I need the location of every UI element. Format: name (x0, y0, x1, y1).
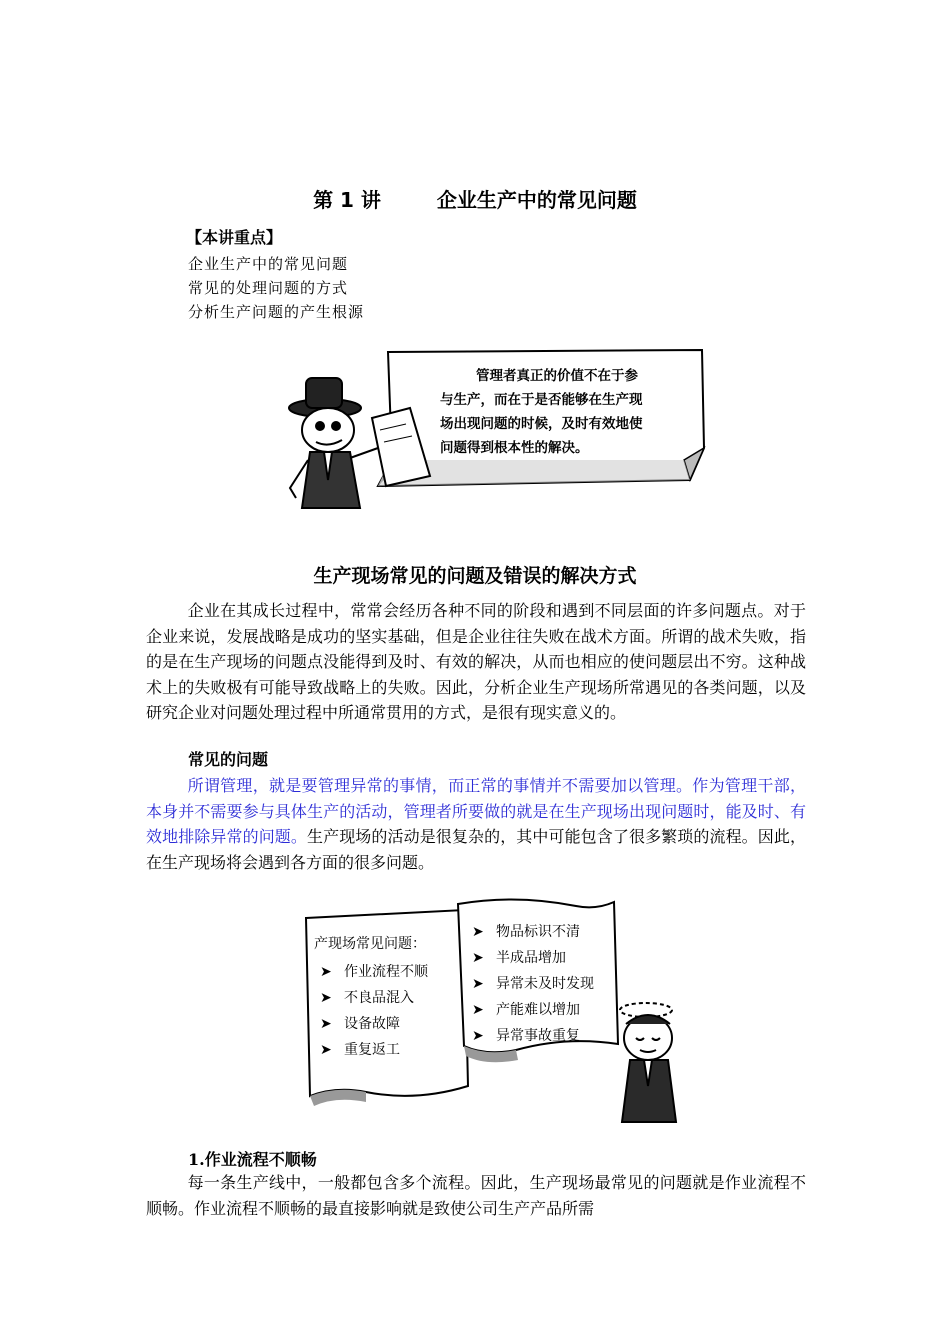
chevron-icon: ➤ (320, 964, 332, 980)
quote-line: 场出现问题的时候，及时有效地使 (440, 416, 643, 432)
chevron-icon: ➤ (472, 976, 484, 992)
chevron-icon: ➤ (472, 924, 484, 940)
right-problem-item: 半成品增加 (496, 950, 566, 966)
right-problem-item: 产能难以增加 (496, 1002, 580, 1018)
intro-text: 企业在其成长过程中，常常会经历各种不同的阶段和遇到不同层面的许多问题点。对于企业来说，发展战略是成功的坚实基础，但是企业往往失败在战术方面。所谓的战术失败，指的是在生产现场的问题点没能得到及时、有效的解决，从而也相应的使问题层出不穷。这种战术上的失败极有可能导致战略上的失败。因此，分析企业生产现场所常遇见的各类问题，以及研究企业对问题处理过程中所通常贯用的方式，是很有现实意义的。 (146, 601, 806, 722)
chevron-icon: ➤ (320, 1042, 332, 1058)
chevron-icon: ➤ (472, 1002, 484, 1018)
key-point-item: 分析生产问题的产生根源 (188, 303, 365, 321)
right-problem-item: 异常事故重复 (496, 1028, 580, 1044)
chevron-icon: ➤ (320, 990, 332, 1006)
left-problem-item: 作业流程不顺 (344, 964, 428, 980)
quote-line: 管理者真正的价值不在于参 (476, 368, 638, 384)
left-problem-item: 重复返工 (344, 1042, 400, 1058)
left-problem-item: 不良品混入 (344, 990, 414, 1006)
problems-illustration (296, 896, 694, 1132)
key-points-list (188, 252, 364, 324)
dizzy-character (620, 1003, 676, 1122)
chevron-icon: ➤ (472, 950, 484, 966)
manager-quote-illustration (280, 348, 710, 518)
lecture-number: 第 1 讲 (313, 188, 381, 212)
key-points-heading: 【本讲重点】 (186, 228, 283, 247)
right-problem-item: 物品标识不清 (496, 924, 580, 940)
quote-line: 问题得到根本性的解决。 (440, 440, 589, 456)
management-paragraph (146, 773, 806, 875)
lecture-title (0, 186, 950, 214)
left-problem-item: 设备故障 (344, 1016, 400, 1032)
normal-text: 生产现场的活动是很复杂的，其中可能包含了很多繁琐的流程。因此，在生产现场将会遇到各方面的很多问题。 (146, 827, 806, 872)
item1-heading: 1.作业流程不顺畅 (188, 1150, 317, 1169)
item1-paragraph (146, 1170, 806, 1221)
common-problems-heading: 常见的问题 (188, 750, 269, 769)
lecture-title-text: 企业生产中的常见问题 (436, 188, 637, 212)
left-board-title: 产现场常见问题： (314, 936, 426, 952)
key-point-item: 企业生产中的常见问题 (188, 255, 349, 273)
key-point-item: 常见的处理问题的方式 (188, 279, 349, 297)
right-problem-item: 异常未及时发现 (496, 976, 594, 992)
chevron-icon: ➤ (472, 1028, 484, 1044)
intro-paragraph (146, 598, 806, 726)
highlighted-text: 所谓管理，就是要管理异常的事情，而正常的事情并不需要加以管理。作为管理干部，本身并不需要参与具体生产的活动，管理者所要做的就是在生产现场出现问题时，能及时、有效地排除异常的问题。 (146, 776, 806, 846)
quote-line: 与生产，而在于是否能够在生产现 (440, 392, 643, 408)
item1-text: 每一条生产线中，一般都包含多个流程。因此，生产现场最常见的问题就是作业流程不顺畅。作业流程不顺畅的最直接影响就是致使公司生产产品所需 (146, 1173, 806, 1218)
chevron-icon: ➤ (320, 1016, 332, 1032)
section-title: 生产现场常见的问题及错误的解决方式 (313, 565, 637, 587)
